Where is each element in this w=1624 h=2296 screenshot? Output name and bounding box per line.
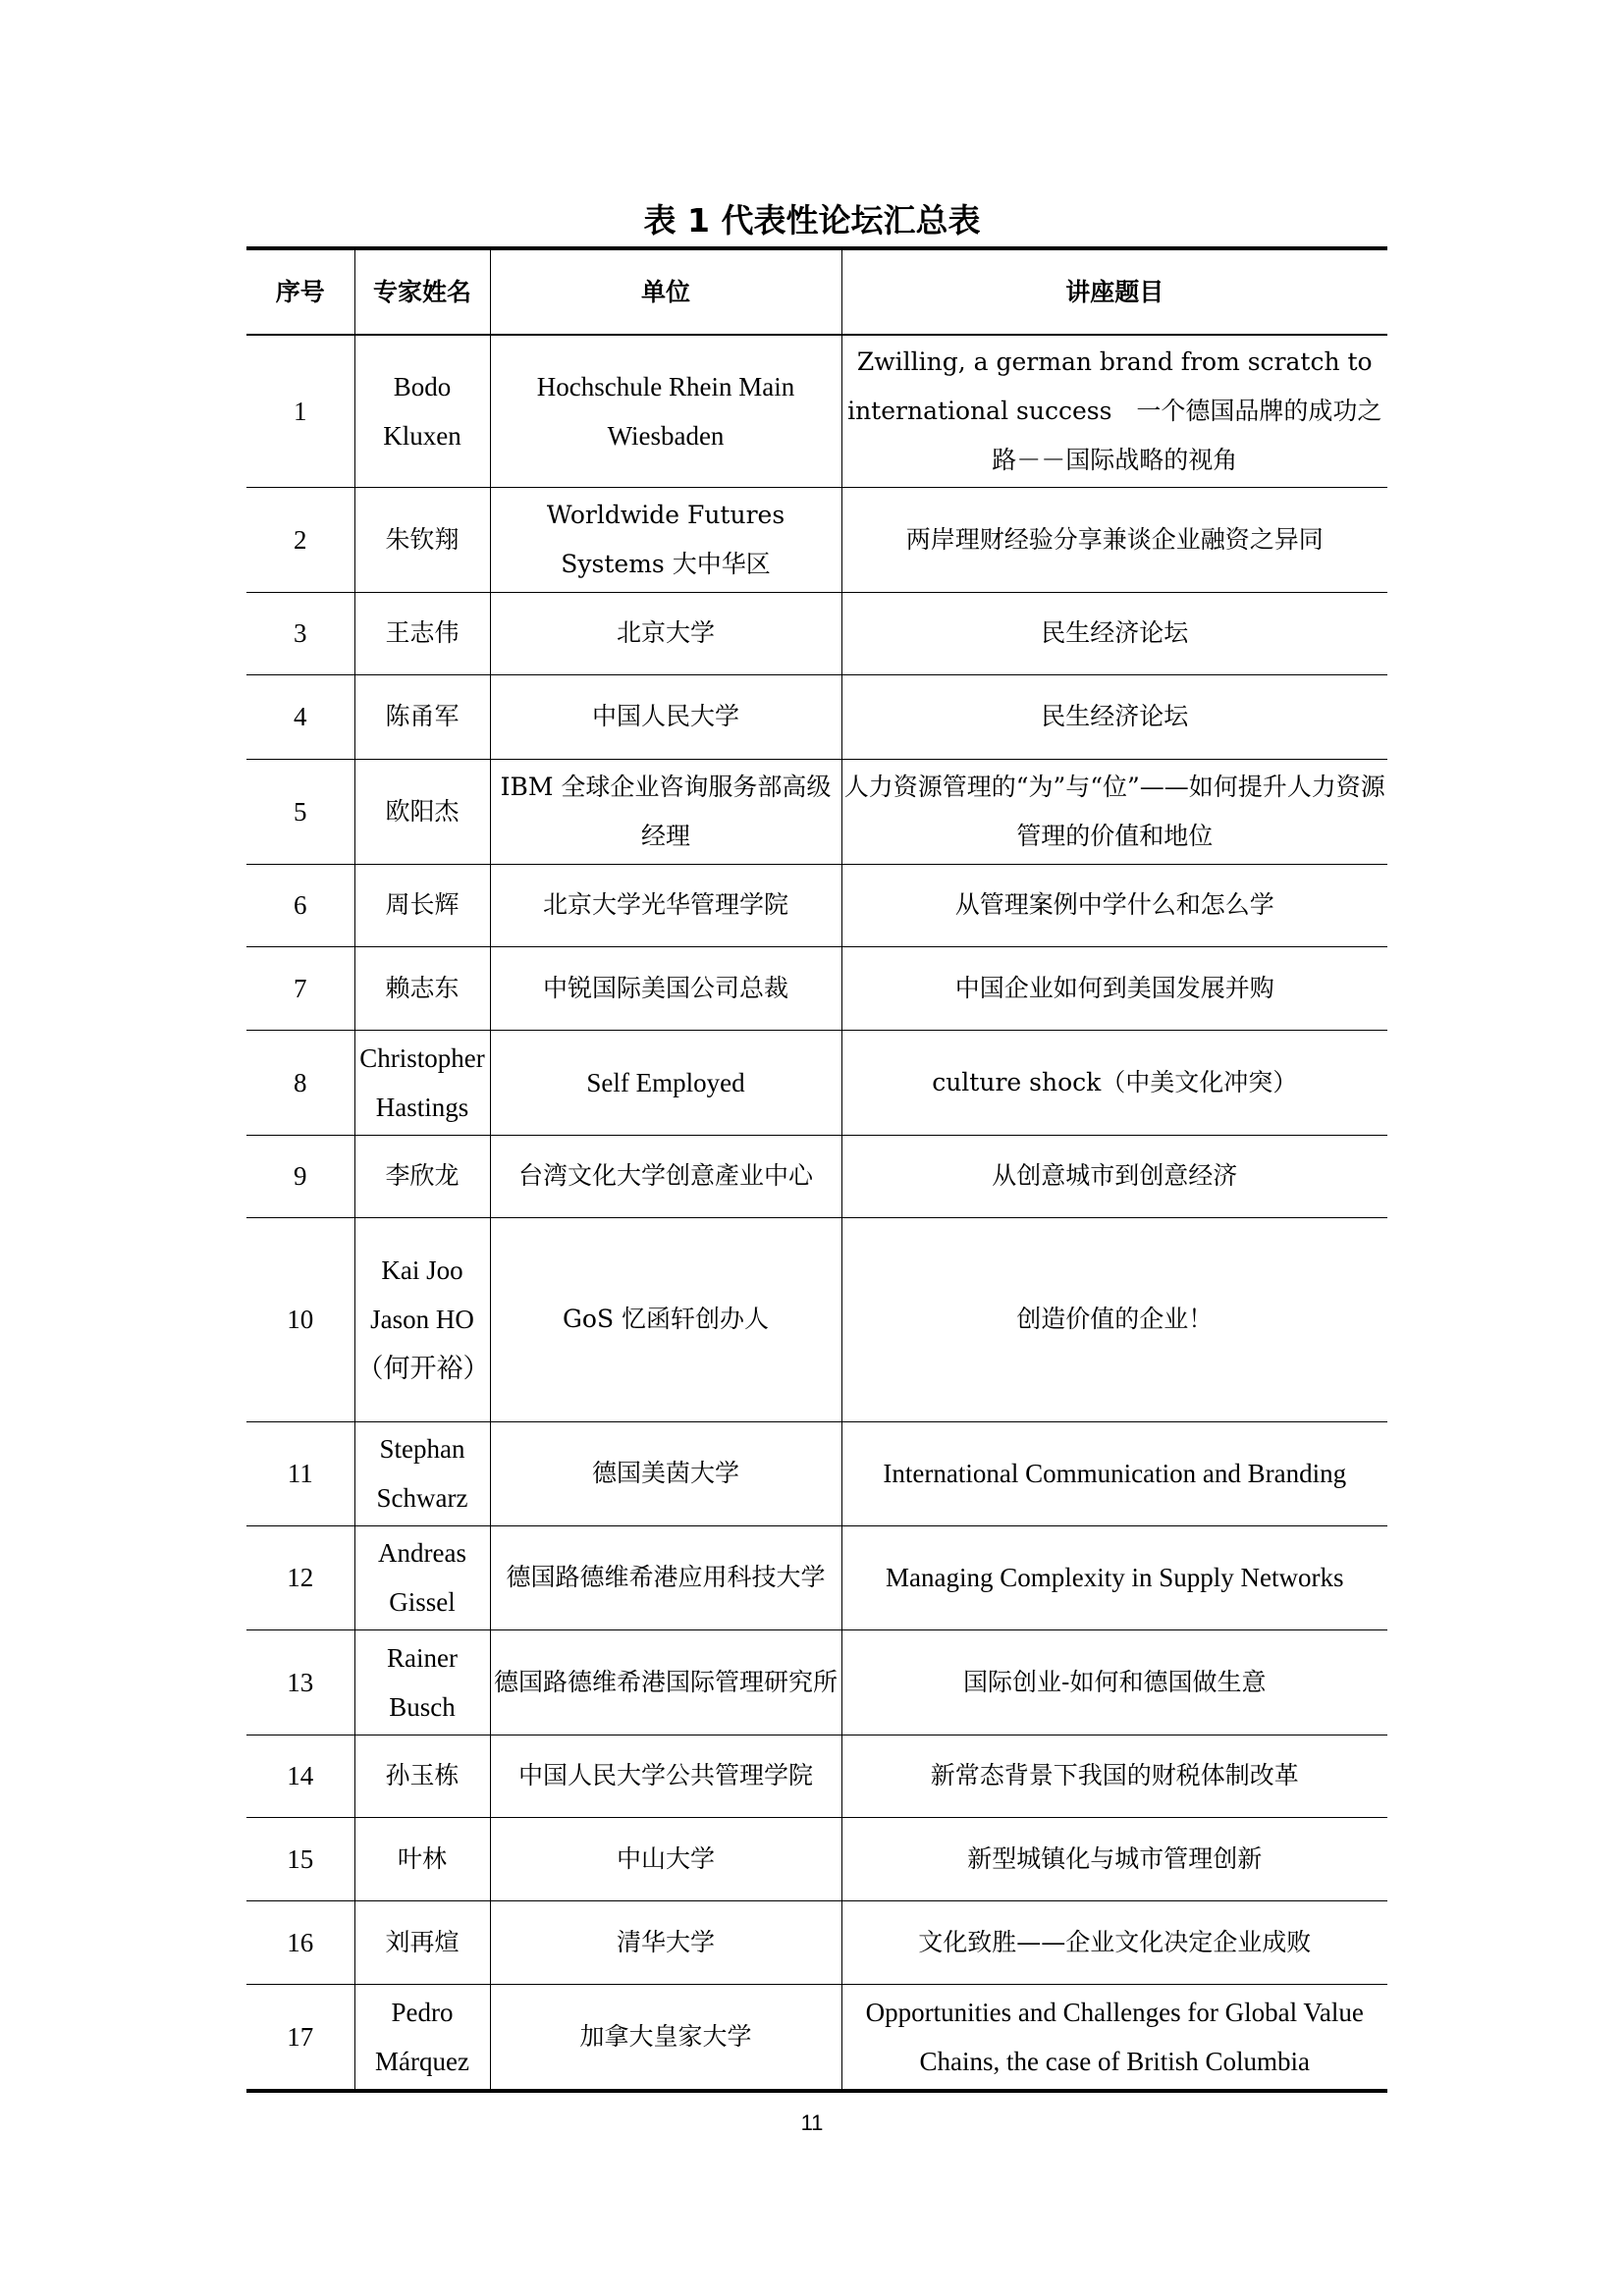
row-no: 6 bbox=[246, 864, 354, 946]
row-name: 赖志东 bbox=[354, 946, 490, 1030]
row-name: Andreas Gissel bbox=[354, 1525, 490, 1629]
row-name: Pedro Márquez bbox=[354, 1984, 490, 2091]
row-name: 王志伟 bbox=[354, 592, 490, 674]
row-no: 11 bbox=[246, 1421, 354, 1525]
row-no: 13 bbox=[246, 1629, 354, 1735]
table-title: 表 1 代表性论坛汇总表 bbox=[643, 201, 981, 240]
row-unit: 德国路德维希港应用科技大学 bbox=[490, 1525, 841, 1629]
row-no: 8 bbox=[246, 1030, 354, 1135]
row-topic: 新常态背景下我国的财税体制改革 bbox=[841, 1735, 1387, 1817]
row-unit: Self Employed bbox=[490, 1030, 841, 1135]
row-topic: 新型城镇化与城市管理创新 bbox=[841, 1817, 1387, 1900]
table-row bbox=[246, 864, 1387, 946]
forum-summary-table bbox=[246, 246, 1387, 2093]
row-no: 12 bbox=[246, 1525, 354, 1629]
row-name: 欧阳杰 bbox=[354, 759, 490, 864]
row-unit: GoS 忆函轩创办人 bbox=[490, 1217, 841, 1421]
row-topic: 从管理案例中学什么和怎么学 bbox=[841, 864, 1387, 946]
row-name: Kai Joo Jason HO （何开裕） bbox=[354, 1217, 490, 1421]
row-no: 16 bbox=[246, 1900, 354, 1984]
table-row bbox=[246, 487, 1387, 592]
row-name: 叶林 bbox=[354, 1817, 490, 1900]
row-topic: Zwilling, a german brand from scratch to international success 一个德国品牌的成功之路－－国际战略的视角 bbox=[841, 335, 1387, 487]
page-number: 11 bbox=[800, 2110, 824, 2135]
header-topic: 讲座题目 bbox=[841, 248, 1387, 335]
row-topic: culture shock（中美文化冲突） bbox=[841, 1030, 1387, 1135]
row-no: 5 bbox=[246, 759, 354, 864]
row-unit: 中锐国际美国公司总裁 bbox=[490, 946, 841, 1030]
row-topic: 中国企业如何到美国发展并购 bbox=[841, 946, 1387, 1030]
row-unit: 德国美茵大学 bbox=[490, 1421, 841, 1525]
row-no: 14 bbox=[246, 1735, 354, 1817]
table-row bbox=[246, 759, 1387, 864]
row-unit: 台湾文化大学创意產业中心 bbox=[490, 1135, 841, 1217]
row-unit: 中山大学 bbox=[490, 1817, 841, 1900]
table-row bbox=[246, 1030, 1387, 1135]
row-topic: 创造价值的企业！ bbox=[841, 1217, 1387, 1421]
row-name: 朱钦翔 bbox=[354, 487, 490, 592]
row-name: 刘再煊 bbox=[354, 1900, 490, 1984]
row-no: 4 bbox=[246, 674, 354, 759]
row-unit: 中国人民大学公共管理学院 bbox=[490, 1735, 841, 1817]
header-row bbox=[246, 248, 1387, 335]
row-topic: Opportunities and Challenges for Global Value Chains, the case of British Columbia bbox=[841, 1984, 1387, 2091]
table-row bbox=[246, 674, 1387, 759]
table-row bbox=[246, 946, 1387, 1030]
header-no: 序号 bbox=[246, 248, 354, 335]
row-topic: 两岸理财经验分享兼谈企业融资之异同 bbox=[841, 487, 1387, 592]
row-no: 15 bbox=[246, 1817, 354, 1900]
row-unit: 德国路德维希港国际管理研究所 bbox=[490, 1629, 841, 1735]
table-row bbox=[246, 1984, 1387, 2091]
row-name: 孙玉栋 bbox=[354, 1735, 490, 1817]
row-topic: 从创意城市到创意经济 bbox=[841, 1135, 1387, 1217]
table-row bbox=[246, 1735, 1387, 1817]
row-name: 周长辉 bbox=[354, 864, 490, 946]
header-unit: 单位 bbox=[490, 248, 841, 335]
row-unit: 北京大学 bbox=[490, 592, 841, 674]
row-no: 2 bbox=[246, 487, 354, 592]
table-row bbox=[246, 1817, 1387, 1900]
row-name: 李欣龙 bbox=[354, 1135, 490, 1217]
row-no: 3 bbox=[246, 592, 354, 674]
row-unit: 北京大学光华管理学院 bbox=[490, 864, 841, 946]
row-name: Bodo Kluxen bbox=[354, 335, 490, 487]
row-unit: IBM 全球企业咨询服务部高级经理 bbox=[490, 759, 841, 864]
row-name: Stephan Schwarz bbox=[354, 1421, 490, 1525]
row-topic: 国际创业-如何和德国做生意 bbox=[841, 1629, 1387, 1735]
row-no: 1 bbox=[246, 335, 354, 487]
table-row bbox=[246, 592, 1387, 674]
row-unit: Hochschule Rhein Main Wiesbaden bbox=[490, 335, 841, 487]
table-row bbox=[246, 1629, 1387, 1735]
row-topic: Managing Complexity in Supply Networks bbox=[841, 1525, 1387, 1629]
row-no: 17 bbox=[246, 1984, 354, 2091]
row-unit: 中国人民大学 bbox=[490, 674, 841, 759]
row-topic: 人力资源管理的“为”与“位”——如何提升人力资源管理的价值和地位 bbox=[841, 759, 1387, 864]
row-name: 陈甬军 bbox=[354, 674, 490, 759]
row-topic: 文化致胜——企业文化决定企业成败 bbox=[841, 1900, 1387, 1984]
row-topic: 民生经济论坛 bbox=[841, 592, 1387, 674]
table-row bbox=[246, 1900, 1387, 1984]
row-no: 7 bbox=[246, 946, 354, 1030]
row-topic: International Communication and Branding bbox=[841, 1421, 1387, 1525]
row-unit: 清华大学 bbox=[490, 1900, 841, 1984]
row-name: Rainer Busch bbox=[354, 1629, 490, 1735]
row-unit: Worldwide Futures Systems 大中华区 bbox=[490, 487, 841, 592]
table-row bbox=[246, 1421, 1387, 1525]
row-unit: 加拿大皇家大学 bbox=[490, 1984, 841, 2091]
row-topic: 民生经济论坛 bbox=[841, 674, 1387, 759]
table-row bbox=[246, 1135, 1387, 1217]
header-name: 专家姓名 bbox=[354, 248, 490, 335]
table-row bbox=[246, 335, 1387, 487]
table-row bbox=[246, 1217, 1387, 1421]
row-no: 9 bbox=[246, 1135, 354, 1217]
row-no: 10 bbox=[246, 1217, 354, 1421]
row-name: Christopher Hastings bbox=[354, 1030, 490, 1135]
table-row bbox=[246, 1525, 1387, 1629]
